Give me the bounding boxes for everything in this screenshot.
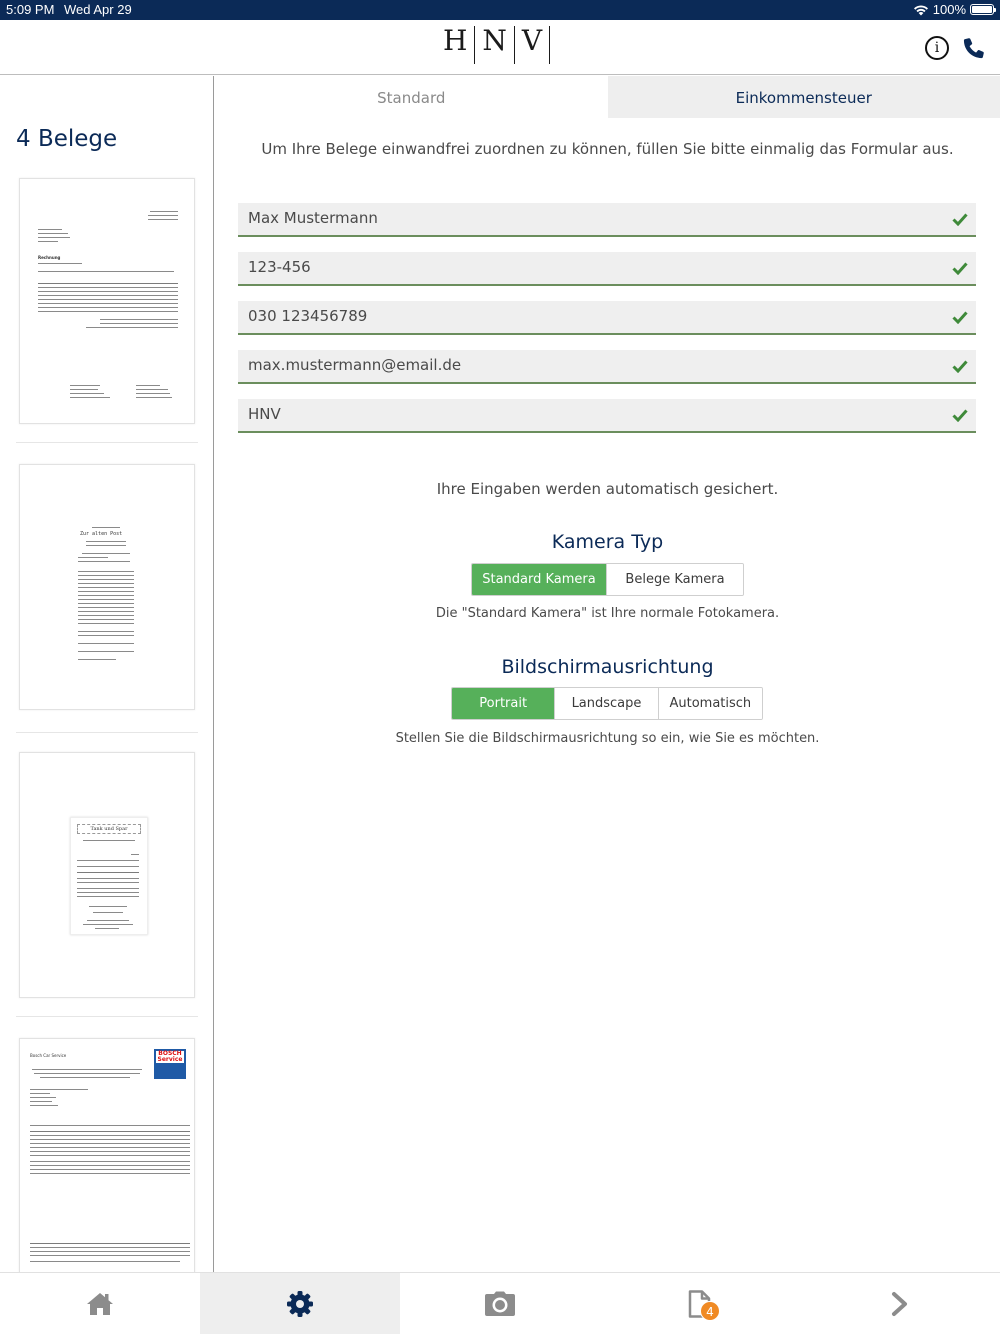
field-value: 123-456 (248, 258, 311, 276)
field-value: Max Mustermann (248, 209, 378, 227)
portrait-option[interactable]: Portrait (452, 688, 555, 719)
thumbnail-heading: Bosch Car Service (30, 1053, 67, 1058)
customer-number-field[interactable] (238, 252, 976, 286)
phone-icon[interactable] (961, 35, 987, 61)
nav-documents[interactable] (600, 1273, 800, 1334)
hnv-logo (436, 26, 550, 64)
camera-icon (484, 1291, 516, 1317)
documents-count-badge: 4 (700, 1301, 720, 1321)
status-bar (0, 0, 1000, 20)
receipts-count-title: 4 Belege (16, 126, 118, 152)
status-right (913, 2, 994, 17)
automatic-option[interactable]: Automatisch (659, 688, 762, 719)
thumbnail-heading: Rechnung (38, 255, 61, 260)
bottom-navigation (0, 1272, 1000, 1334)
checkmark-icon (952, 408, 968, 422)
thumbnail-heading: Tank und Spar (77, 824, 141, 834)
checkmark-icon (952, 310, 968, 324)
settings-tabs (215, 76, 1000, 118)
receipt-thumbnail[interactable] (19, 178, 195, 424)
checkmark-icon (952, 359, 968, 373)
nav-home[interactable] (0, 1273, 200, 1334)
checkmark-icon (952, 212, 968, 226)
camera-hint: Die "Standard Kamera" ist Ihre normale Fotokamera. (435, 606, 780, 621)
company-field[interactable] (238, 399, 976, 433)
bosch-service-logo: BOSCH Service (154, 1049, 186, 1079)
landscape-option[interactable]: Landscape (555, 688, 658, 719)
field-value: HNV (248, 405, 281, 423)
battery-icon (970, 4, 994, 15)
status-time: 5:09 PM (6, 2, 55, 17)
field-value: 030 123456789 (248, 307, 368, 325)
battery-percent: 100% (932, 2, 966, 17)
field-value: max.mustermann@email.de (248, 356, 462, 374)
checkmark-icon (952, 261, 968, 275)
app-header (0, 20, 1000, 75)
orientation-segmented-control (451, 687, 763, 720)
logo-letter: H (443, 24, 468, 57)
tab-einkommensteuer[interactable]: Einkommensteuer (608, 76, 1000, 118)
nav-next[interactable] (800, 1273, 1000, 1334)
nav-settings[interactable] (200, 1273, 400, 1334)
email-field[interactable] (238, 350, 976, 384)
name-field[interactable] (238, 203, 976, 237)
camera-type-title: Kamera Typ (551, 531, 664, 553)
autosave-note: Ihre Eingaben werden automatisch gesichert. (436, 480, 779, 498)
orientation-hint: Stellen Sie die Bildschirmausrichtung so ein, wie Sie es möchten. (395, 731, 820, 746)
status-date: Wed Apr 29 (64, 2, 132, 17)
form-intro-text: Um Ihre Belege einwandfrei zuordnen zu können, füllen Sie bitte einmalig das Formular aus. (261, 140, 954, 158)
info-icon[interactable]: i (925, 36, 949, 60)
logo-letter: V (521, 24, 543, 57)
nav-camera[interactable] (400, 1273, 600, 1334)
camera-type-segmented-control (471, 563, 744, 596)
thumbnail-heading: Zur alten Post (80, 531, 123, 537)
phone-field[interactable] (238, 301, 976, 335)
home-icon (85, 1291, 115, 1317)
receipts-sidebar (0, 76, 214, 1272)
orientation-title: Bildschirmausrichtung (501, 656, 714, 678)
receipt-camera-option[interactable]: Belege Kamera (607, 564, 743, 595)
standard-camera-option[interactable]: Standard Kamera (472, 564, 607, 595)
settings-icon (286, 1290, 314, 1318)
logo-letter: N (482, 24, 507, 57)
receipt-thumbnail[interactable] (19, 1038, 195, 1272)
tab-standard[interactable]: Standard (215, 76, 608, 118)
wifi-icon (913, 4, 929, 16)
chevron-right-icon (891, 1291, 909, 1317)
receipt-thumbnail[interactable] (19, 464, 195, 710)
receipt-thumbnail[interactable] (19, 752, 195, 998)
